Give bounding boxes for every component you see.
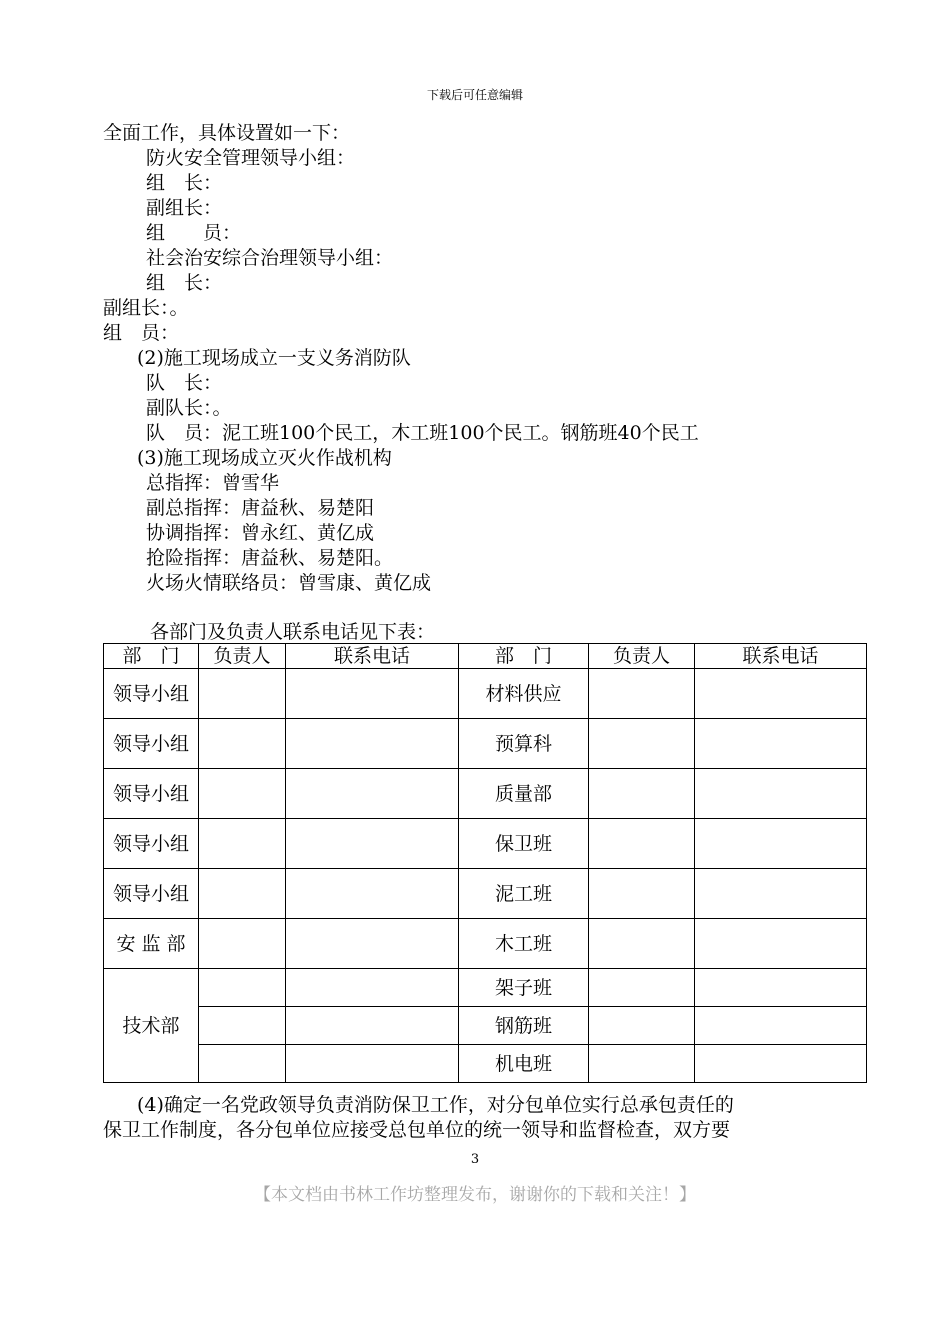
- body-line: 副总指挥：唐益秋、易楚阳: [146, 497, 375, 519]
- person-cell: [589, 769, 695, 819]
- phone-cell: [695, 969, 867, 1007]
- phone-cell: [286, 819, 459, 869]
- department-cell: 机电班: [459, 1045, 589, 1083]
- table-row: [104, 869, 867, 919]
- table-caption: 各部门及负责人联系电话见下表：: [150, 621, 436, 643]
- person-cell: [199, 1045, 286, 1083]
- table-row: [104, 819, 867, 869]
- header-person-in-charge: 负责人: [199, 644, 286, 669]
- header-person-in-charge: 负责人: [589, 644, 695, 669]
- department-cell: 领导小组: [104, 769, 199, 819]
- phone-cell: [286, 919, 459, 969]
- page-footer: 【本文档由书林工作坊整理发布，谢谢你的下载和关注！】: [254, 1185, 696, 1205]
- phone-cell: [695, 669, 867, 719]
- page-number: 3: [470, 1152, 480, 1167]
- body-line: (2)施工现场成立一支义务消防队: [137, 347, 411, 369]
- person-cell: [589, 819, 695, 869]
- body-line: 副组长：。: [103, 297, 189, 319]
- table-row: [104, 769, 867, 819]
- phone-cell: [695, 1045, 867, 1083]
- person-cell: [199, 869, 286, 919]
- body-line: 副组长：: [146, 197, 223, 219]
- body-line: 队 员：泥工班100个民工，木工班100个民工。钢筋班40个民工: [146, 422, 699, 444]
- header-department: 部 门: [459, 644, 589, 669]
- person-cell: [589, 1045, 695, 1083]
- person-cell: [199, 669, 286, 719]
- phone-cell: [286, 969, 459, 1007]
- header-phone: 联系电话: [286, 644, 459, 669]
- body-line: 队 长：: [146, 372, 223, 394]
- phone-cell: [695, 869, 867, 919]
- department-cell: 安 监 部: [104, 919, 199, 969]
- body-line: 组 员：: [103, 322, 180, 344]
- body-line: 火场火情联络员：曾雪康、黄亿成: [146, 572, 432, 594]
- person-cell: [589, 919, 695, 969]
- table-row: [104, 919, 867, 969]
- phone-cell: [695, 819, 867, 869]
- person-cell: [199, 969, 286, 1007]
- body-line: 组 长：: [146, 272, 223, 294]
- department-cell: 泥工班: [459, 869, 589, 919]
- body-line: 总指挥：曾雪华: [146, 472, 280, 494]
- department-cell: 钢筋班: [459, 1007, 589, 1045]
- person-cell: [589, 1007, 695, 1045]
- body-line: 抢险指挥：唐益秋、易楚阳。: [146, 547, 394, 569]
- phone-cell: [695, 769, 867, 819]
- table-row: [104, 1045, 867, 1083]
- phone-cell: [286, 1007, 459, 1045]
- page-header: 下载后可任意编辑: [426, 88, 523, 102]
- table-row: [104, 669, 867, 719]
- body-line: (3)施工现场成立灭火作战机构: [137, 447, 392, 469]
- table-row: [104, 1007, 867, 1045]
- phone-cell: [286, 769, 459, 819]
- contacts-table: [103, 643, 867, 1083]
- body-line: 协调指挥：曾永红、黄亿成: [146, 522, 375, 544]
- department-cell: 质量部: [459, 769, 589, 819]
- department-cell: 领导小组: [104, 869, 199, 919]
- department-cell: 架子班: [459, 969, 589, 1007]
- table-header-row: [104, 644, 867, 669]
- phone-cell: [286, 719, 459, 769]
- phone-cell: [286, 1045, 459, 1083]
- department-cell: 领导小组: [104, 719, 199, 769]
- phone-cell: [695, 919, 867, 969]
- body-line: 社会治安综合治理领导小组：: [146, 247, 394, 269]
- department-cell: 保卫班: [459, 819, 589, 869]
- header-phone: 联系电话: [695, 644, 867, 669]
- phone-cell: [286, 869, 459, 919]
- department-cell: 技术部: [104, 969, 199, 1083]
- person-cell: [199, 769, 286, 819]
- person-cell: [589, 869, 695, 919]
- person-cell: [589, 969, 695, 1007]
- body-line: 全面工作，具体设置如一下：: [103, 122, 351, 144]
- header-department: 部 门: [104, 644, 199, 669]
- body-line: 防火安全管理领导小组：: [146, 147, 356, 169]
- body-line: (4)确定一名党政领导负责消防保卫工作，对分包单位实行总承包责任的: [137, 1094, 734, 1116]
- department-cell: 领导小组: [104, 669, 199, 719]
- body-line: 组 长：: [146, 172, 223, 194]
- body-line: 保卫工作制度，各分包单位应接受总包单位的统一领导和监督检查，双方要: [103, 1119, 731, 1141]
- person-cell: [589, 669, 695, 719]
- phone-cell: [695, 1007, 867, 1045]
- phone-cell: [286, 669, 459, 719]
- department-cell: 材料供应: [459, 669, 589, 719]
- phone-cell: [695, 719, 867, 769]
- department-cell: 预算科: [459, 719, 589, 769]
- person-cell: [589, 719, 695, 769]
- table-row: [104, 719, 867, 769]
- person-cell: [199, 819, 286, 869]
- person-cell: [199, 919, 286, 969]
- department-cell: 木工班: [459, 919, 589, 969]
- table-row: [104, 969, 867, 1007]
- body-line: 副队长：。: [146, 397, 232, 419]
- person-cell: [199, 1007, 286, 1045]
- department-cell: 领导小组: [104, 819, 199, 869]
- person-cell: [199, 719, 286, 769]
- body-line: 组 员：: [146, 222, 242, 244]
